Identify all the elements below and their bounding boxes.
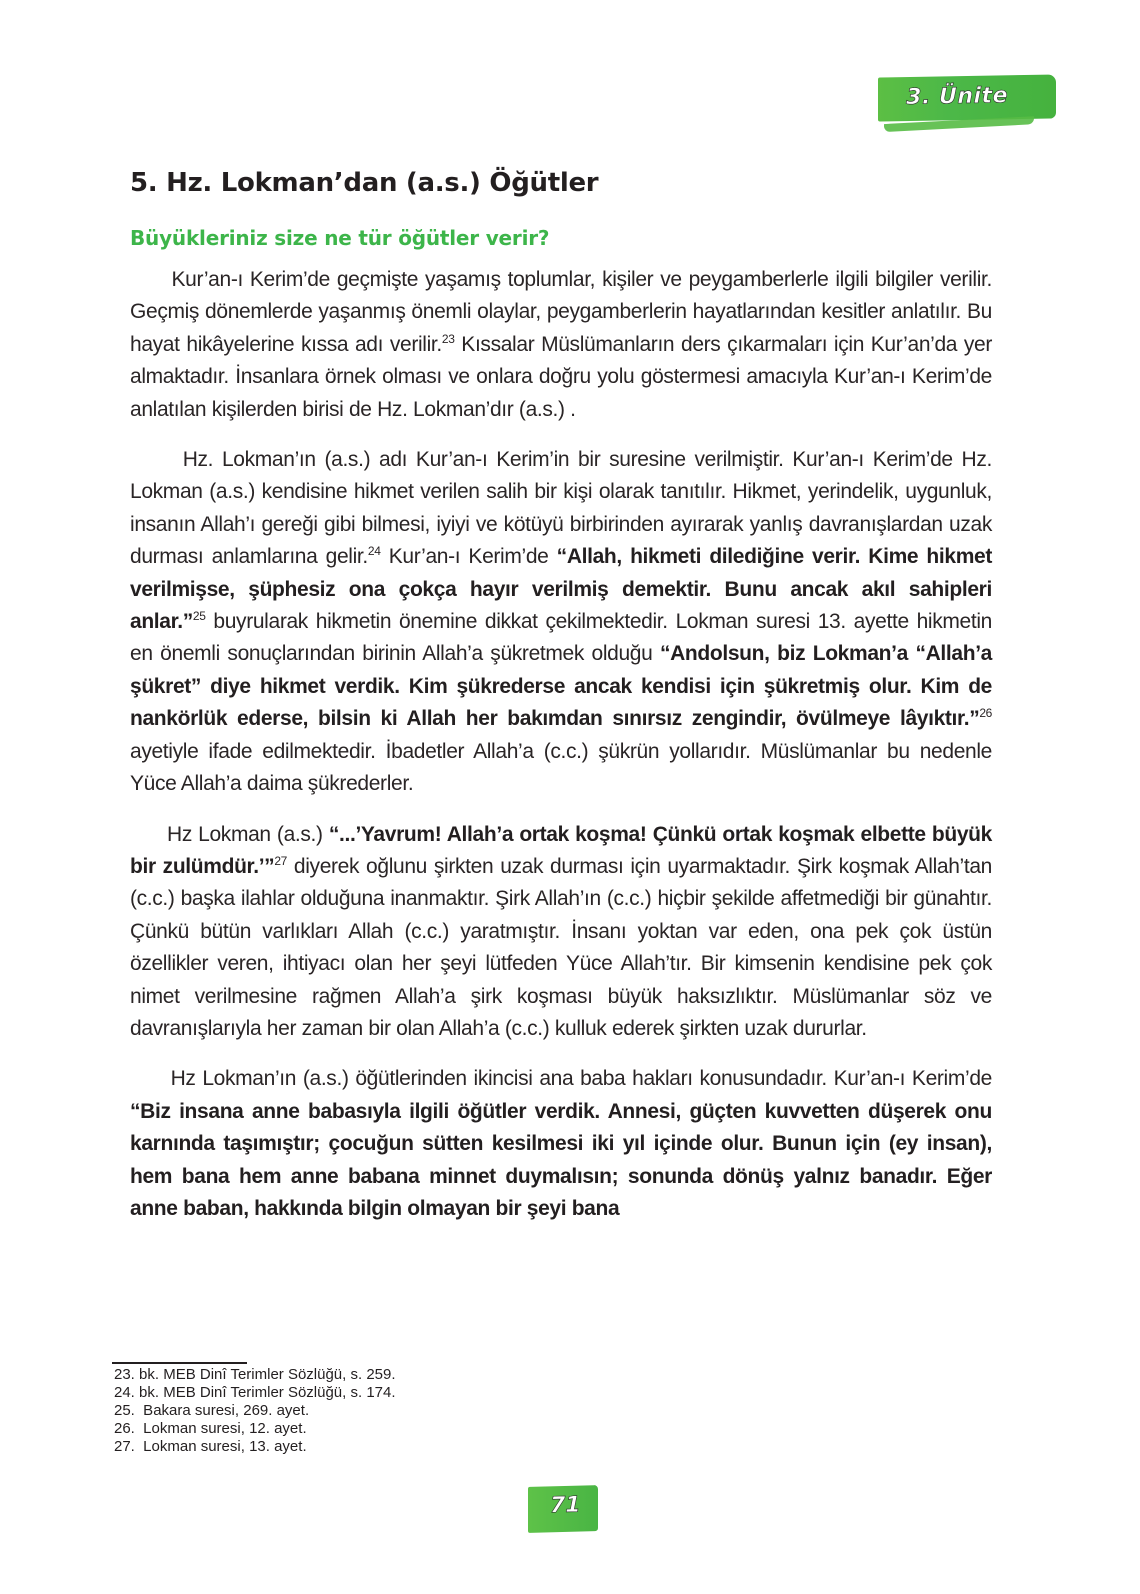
paragraph: Hz Lokman (a.s.) “...’Yavrum! Allah’a ortak koşma! Çünkü ortak koşmak elbette büyük bir zulümdür.’”$^{27}$ diyerek oğlunu şirkten uzak durması için uyarmaktadır. Şirk koşmak Allah’tan (c.c.) başka ilahlar olduğuna inanmaktır. Şirk Allah’ın (c.c.) hiçbir şekilde affetmediği bir günahtır. Çünkü bütün varlıkları Allah (c.c.) yaratmıştır. İnsanı yoktan var eden, ona pek çok üstün özellikler veren, ihtiyacı olan her şeyi lütfeden Yüce Allah’tır. Bir kimsenin kendisine pek çok nimet verilmesine rağmen Allah’a şirk koşması büyük haksızlıktır. Müslümanlar söz ve davranışlarıyla her zaman bir olan Allah’a (c.c.) kulluk ederek şirkten uzak dururlar. bbox=[130, 822, 992, 1040]
footnote-ref: 24 bbox=[367, 544, 381, 559]
footnotes bbox=[114, 1366, 396, 1456]
body-text bbox=[130, 264, 992, 1243]
paragraph: Hz. Lokman’ın (a.s.) adı Kur’an-ı Kerim’in bir suresine verilmiştir. Kur’an-ı Kerim’de Hz. Lokman (a.s.) kendisine hikmet verilen salih bir kişi olarak tanıtılır. Hikmet, yerindelik, uygunluk, insanın Allah’ı gereği gibi bilmesi, iyiyi ve kötüyü birbirinden ayırarak yanlış davranışlardan uzak durması anlamlarına gelir.$^{24}$ Kur’an-ı Kerim’de “Allah, hikmeti dilediğine verir. Kime hikmet verilmişse, şüphesiz ona çokça hayır verilmiş demektir. Bunu ancak akıl sahipleri anlar.”$^{25}$ buyrularak hikmetin önemine dikkat çekilmektedir. Lokman suresi 13. ayette hikmetin en önemli sonuçlarından birinin Allah’a şükretmek olduğu “Andolsun, biz Lokman’a “Allah’a şükret” diye hikmet verdik. Kim şükrederse ancak kendisi için şükretmiş olur. Kim de nankörlük ederse, bilsin ki Allah her bakımdan sınırsız zengindir, övülmeye lâyıktır.”$^{26}$ ayetiyle ifade edilmektedir. İbadetler Allah’a (c.c.) şükrün yollarıdır. Müslümanlar bu nedenle Yüce Allah’a daima şükrederler. bbox=[130, 448, 993, 796]
footnote-ref: 26 bbox=[979, 706, 992, 721]
footnote-ref: 23 bbox=[441, 331, 455, 346]
footnote-24: 24. bk. MEB Dinî Terimler Sözlüğü, s. 174. bbox=[114, 1384, 396, 1401]
quote-text: “...’Yavrum! Allah’a ortak koşma! Çünkü ortak koşmak elbette büyük bir zulümdür.’” bbox=[130, 822, 992, 878]
footnote-27: 27. Lokman suresi, 13. ayet. bbox=[114, 1438, 307, 1455]
section-title: 5. Hz. Lokman’dan (a.s.) Öğütler bbox=[130, 168, 599, 198]
paragraph: Hz Lokman’ın (a.s.) öğütlerinden ikincisi ana baba hakları konusundadır. Kur’an-ı Kerim’de “Biz insana anne babasıyla ilgili öğütler verdik. Annesi, güçten kuvvetten düşerek onu karnında taşımıştır; çocuğun sütten kesilmesi iki yıl içinde olur. Bunun için (ey insan), hem bana hem anne babana minnet duymalısın; sonunda dönüş yalnız banadır. Eğer anne baban, hakkında bilgin olmayan bir şeyi bana bbox=[130, 1067, 992, 1220]
unit-tag bbox=[878, 74, 1056, 121]
footnote-divider bbox=[112, 1362, 247, 1364]
unit-label: 3. Ünite bbox=[906, 83, 1008, 111]
quote-text: “Biz insana anne babasıyla ilgili öğütler verdik. Annesi, güçten kuvvetten düşerek onu karnında taşımıştır; çocuğun sütten kesilmesi iki yıl içinde olur. Bunun için (ey insan), hem bana hem anne babana minnet duymalısın; sonunda dönüş yalnız banadır. Eğer anne baban, hakkında bilgin olmayan bir şeyi bana bbox=[130, 1099, 992, 1220]
footnote-ref: 27 bbox=[274, 853, 287, 868]
page-number: 71 bbox=[550, 1492, 581, 1519]
footnote-26: 26. Lokman suresi, 12. ayet. bbox=[114, 1420, 307, 1437]
section-question: Büyükleriniz size ne tür öğütler verir? bbox=[130, 226, 550, 250]
footnote-ref: 25 bbox=[192, 609, 206, 624]
footnote-25: 25. Bakara suresi, 269. ayet. bbox=[114, 1402, 310, 1419]
quote-text: “Allah, hikmeti dilediğine verir. Kime hikmet verilmişse, şüphesiz ona çokça hayır verilmiş demektir. Bunu ancak akıl sahipleri anlar.” bbox=[130, 545, 993, 634]
quote-text: “Andolsun, biz Lokman’a “Allah’a şükret” diye hikmet verdik. Kim şükrederse ancak kendisi için şükretmiş olur. Kim de nankörlük ederse, bilsin ki Allah her bakımdan sınırsız zengindir, övülmeye lâyıktır.” bbox=[130, 642, 993, 731]
footnote-23: 23. bk. MEB Dinî Terimler Sözlüğü, s. 259. bbox=[114, 1366, 396, 1383]
paragraph: Kur’an-ı Kerim’de geçmişte yaşamış toplumlar, kişiler ve peygamberlerle ilgili bilgiler verilir. Geçmiş dönemlerde yaşanmış önemli olaylar, peygamberlerin hayatlarından kesitler anlatılır. Bu hayat hikâyelerine kıssa adı verilir.$^{23}$ Kıssalar Müslümanların ders çıkarmaları için Kur’an’da yer almaktadır. İnsanlara örnek olması ve onlara doğru yolu göstermesi amacıyla Kur’an-ı Kerim’de anlatılan kişilerden birisi de Hz. Lokman’dır (a.s.) . bbox=[130, 268, 992, 421]
page-number-tag bbox=[528, 1485, 598, 1533]
